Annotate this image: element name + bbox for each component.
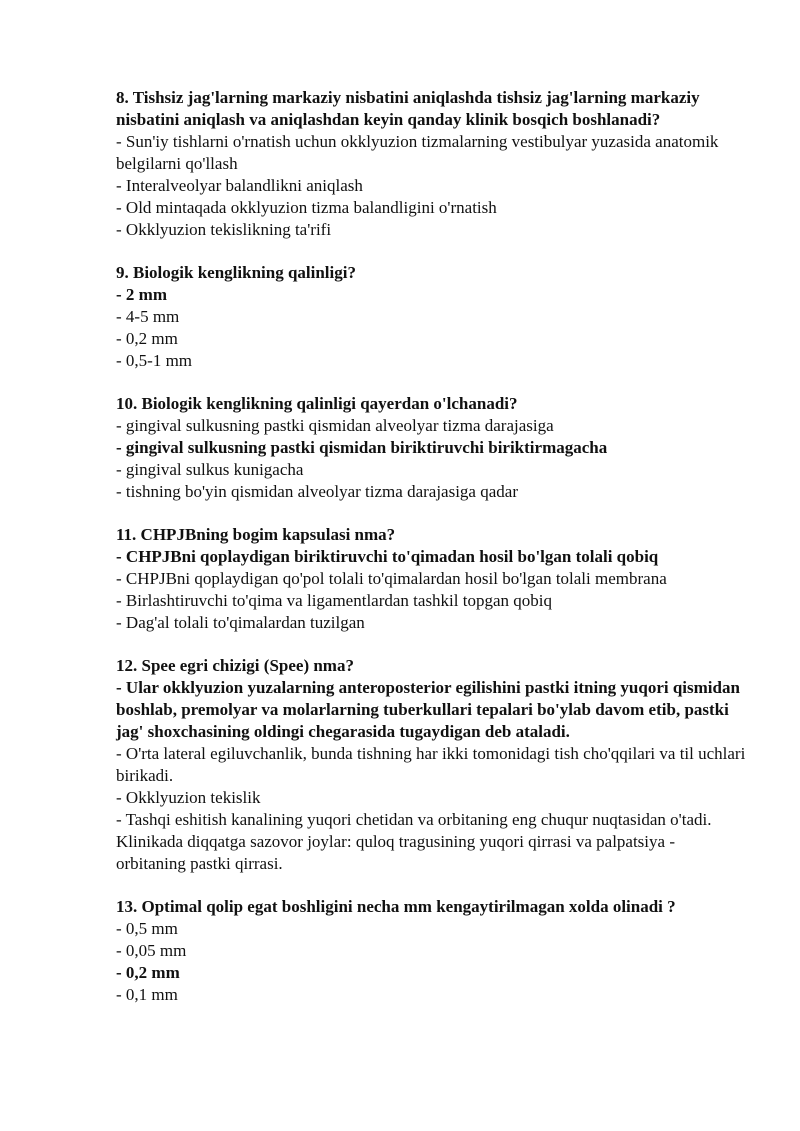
question-8 <box>116 87 746 241</box>
question-13 <box>116 896 746 1006</box>
answer-option: - 0,2 mm <box>116 329 178 348</box>
question-title: 8. Tishsiz jag'larning markaziy nisbatini aniqlashda tishsiz jag'larning markaziy nisbatini aniqlash va aniqlashdan keyin qanday klinik bosqich boshlanadi? <box>116 88 700 129</box>
answer-option: - Tashqi eshitish kanalining yuqori chetidan va orbitaning eng chuqur nuqtasidan o'tadi. Klinikada diqqatga sazovor joylar: quloq tragusining yuqori qirrasi va palpatsiya - orbitaning pastki qirrasi. <box>116 810 712 873</box>
answer-option: - O'rta lateral egiluvchanlik, bunda tishning har ikki tomonidagi tish cho'qqilari va til uchlari birikadi. <box>116 744 746 785</box>
answer-option: - Interalveolyar balandlikni aniqlash <box>116 176 363 195</box>
answer-option: - Birlashtiruvchi to'qima va ligamentlardan tashkil topgan qobiq <box>116 591 552 610</box>
answer-option: - 0,5-1 mm <box>116 351 193 370</box>
correct-answer-option: - 0,2 mm <box>116 963 180 982</box>
answer-option: - Sun'iy tishlarni o'rnatish uchun okklyuzion tizmalarning vestibulyar yuzasida anatomik belgilarni qo'llash <box>116 132 719 173</box>
correct-answer-option: - 2 mm <box>116 285 167 304</box>
question-11 <box>116 524 746 634</box>
answer-option: - 0,05 mm <box>116 941 187 960</box>
answer-option: - tishning bo'yin qismidan alveolyar tizma darajasiga qadar <box>116 482 518 501</box>
question-9 <box>116 262 746 372</box>
answer-option: - gingival sulkusning pastki qismidan alveolyar tizma darajasiga <box>116 416 554 435</box>
answer-option: - Okklyuzion tekislikning ta'rifi <box>116 220 332 239</box>
answer-option: - Okklyuzion tekislik <box>116 788 261 807</box>
correct-answer-option: - Ular okklyuzion yuzalarning anteroposterior egilishini pastki itning yuqori qismidan boshlab, premolyar va molarlarning tuberkullari tepalari bo'ylab davom etib, pastki jag' shoxchasining oldingi chegarasida tugaydigan deb ataladi. <box>116 678 740 741</box>
answer-option: - Dag'al tolali to'qimalardan tuzilgan <box>116 613 365 632</box>
question-title: 13. Optimal qolip egat boshligini necha mm kengaytirilmagan xolda olinadi ? <box>116 897 676 916</box>
question-title: 12. Spee egri chizigi (Spee) nma? <box>116 656 354 675</box>
correct-answer-option: - CHPJBni qoplaydigan biriktiruvchi to'qimadan hosil bo'lgan tolali qobiq <box>116 547 659 566</box>
answer-option: - CHPJBni qoplaydigan qo'pol tolali to'qimalardan hosil bo'lgan tolali membrana <box>116 569 667 588</box>
answer-option: - 0,1 mm <box>116 985 178 1004</box>
question-title: 11. CHPJBning bogim kapsulasi nma? <box>116 525 396 544</box>
answer-option: - 4-5 mm <box>116 307 180 326</box>
answer-option: - Old mintaqada okklyuzion tizma balandligini o'rnatish <box>116 198 497 217</box>
question-10 <box>116 393 746 503</box>
correct-answer-option: - gingival sulkusning pastki qismidan biriktiruvchi biriktirmagacha <box>116 438 608 457</box>
question-12 <box>116 655 746 875</box>
answer-option: - gingival sulkus kunigacha <box>116 460 304 479</box>
answer-option: - 0,5 mm <box>116 919 178 938</box>
question-title: 10. Biologik kenglikning qalinligi qayerdan o'lchanadi? <box>116 394 518 413</box>
question-title: 9. Biologik kenglikning qalinligi? <box>116 263 356 282</box>
document-page <box>116 87 746 1027</box>
